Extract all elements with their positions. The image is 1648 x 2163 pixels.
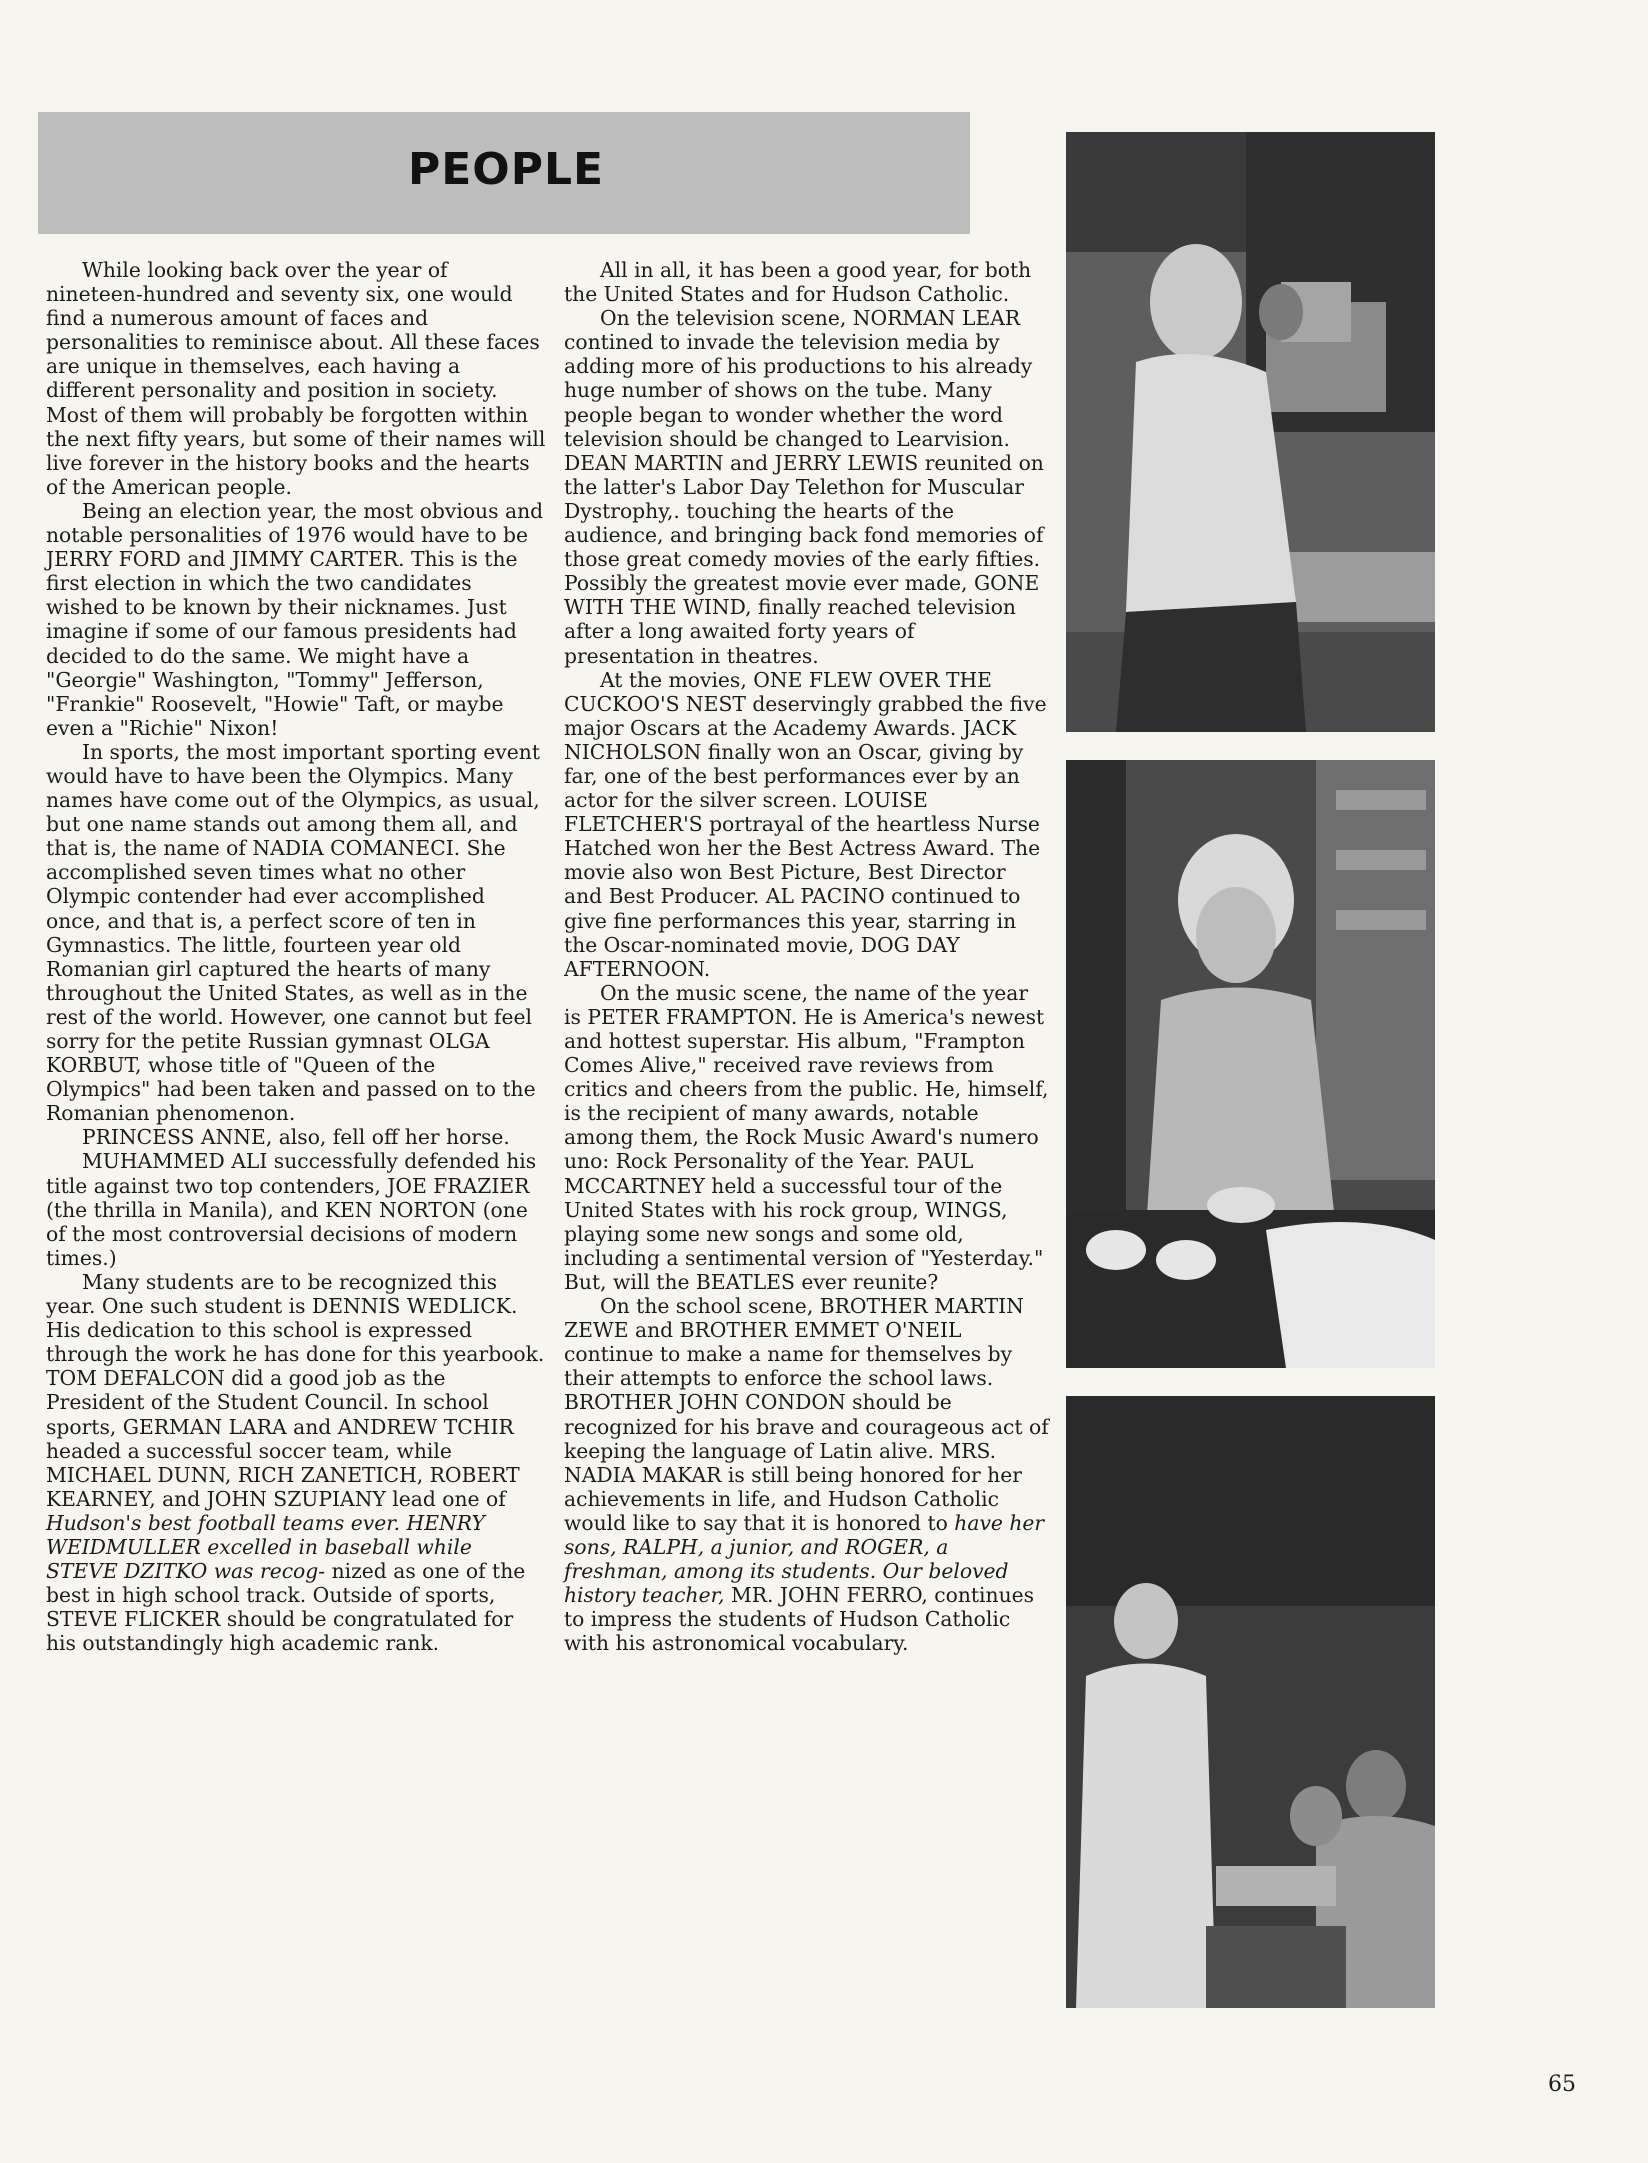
paragraph-school xyxy=(564,1294,1049,1655)
photo-cafeteria-worker xyxy=(1066,760,1435,1368)
paragraph-muhammed-ali: MUHAMMED ALI successfully defended his title against two top contenders, JOE FRAZIER (the thrilla in Manila), and KEN NORTON (one of the most controversial decisions of modern times.) xyxy=(46,1149,537,1270)
paragraph-princess-anne: PRINCESS ANNE, also, fell off her horse. xyxy=(82,1125,510,1150)
students-text: Many students are to be recognized this year. One such student is DENNIS WEDLICK. His dedication to this school is expressed through the work he has done for this yearbook. TOM DEFALCON did a good job as the President of the Student Council. In school sports, GERMAN LARA and ANDREW TCHIR headed a successful soccer team, while MICHAEL DUNN, RICH ZANETICH, ROBERT KEARNEY, and JOHN SZUPIANY lead one of xyxy=(46,1269,545,1511)
school-italic-text: have her sons, RALPH, a junior, and ROGER, a freshman, among its students. Our beloved history teacher, xyxy=(564,1510,1045,1608)
paragraph-movies: At the movies, ONE FLEW OVER THE CUCKOO'S NEST deservingly grabbed the five major Oscars at the Academy Awards. JACK NICHOLSON finally won an Oscar, giving by far, one of the best performances ever by an actor for the silver screen. LOUISE FLETCHER'S portrayal of the heartless Nurse Hatched won her the Best Actress Award. The movie also won Best Picture, Best Director and Best Producer. AL PACINO continued to give fine performances this year, starring in the Oscar-nominated movie, DOG DAY AFTERNOON. xyxy=(564,667,1047,981)
photo-students-classroom xyxy=(1066,1396,1435,2008)
article-column-right xyxy=(564,258,1049,1655)
paragraph-election: Being an election year, the most obvious and notable personalities of 1976 would have to be JERRY FORD and JIMMY CARTER. This is the first election in which the two candidates wished to be known by their nicknames. Just imagine if some of our famous presidents had decided to do the same. We might have a "Georgie" Washington, "Tommy" Jefferson, "Frankie" Roosevelt, "Howie" Taft, or maybe even a "Richie" Nixon! xyxy=(46,498,544,740)
students-end-text: nized as one of the best in high school track. Outside of sports, STEVE FLICKER should be congratulated for his outstandingly high academic rank. xyxy=(46,1559,526,1656)
page-number: 65 xyxy=(1548,2072,1576,2097)
paragraph-olympics: In sports, the most important sporting event would have to have been the Olympics. Many names have come out of the Olympics, as usual, but one name stands out among them all, and that is, the name of NADIA COMANECI. She accomplished seven times what no other Olympic contender had ever accomplished once, and that is, a perfect score of ten in Gymnastics. The little, fourteen year old Romanian girl captured the hearts of many throughout the United States, as well as in the rest of the world. However, one cannot but feel sorry for the petite Russian gymnast OLGA KORBUT, whose title of "Queen of the Olympics" had been taken and passed on to the Romanian phenomenon. xyxy=(46,739,540,1126)
school-text: On the school scene, BROTHER MARTIN ZEWE and BROTHER EMMET O'NEIL continue to make a name for themselves by their attempts to enforce the school laws. BROTHER JOHN CONDON should be recognized for his brave and courageous act of keeping the language of Latin alive. MRS. NADIA MAKAR is still being honored for her achievements in life, and Hudson Catholic would like to say that it is honored to xyxy=(564,1294,1049,1535)
paragraph-intro: While looking back over the year of nineteen-hundred and seventy six, one would find a numerous amount of faces and personalities to reminisce about. All these faces are unique in themselves, each having a different personality and position in society. Most of them will probably be forgotten within the next fifty years, but some of their names will live forever in the history books and the hearts of the American people. xyxy=(46,258,546,499)
section-header-banner xyxy=(38,112,970,234)
page-title: PEOPLE xyxy=(408,144,605,195)
article-column-left xyxy=(46,258,546,1655)
paragraph-summary: All in all, it has been a good year, for both the United States and for Hudson Catholic. xyxy=(564,258,1032,307)
paragraph-students xyxy=(46,1270,546,1656)
photo-teacher-at-desk xyxy=(1066,132,1435,732)
paragraph-music: On the music scene, the name of the year is PETER FRAMPTON. He is America's newest and hottest superstar. His album, "Frampton Comes Alive," received rave reviews from critics and cheers from the public. He, himself, is the recipient of many awards, notable among them, the Rock Music Award's numero uno: Rock Personality of the Year. PAUL MCCARTNEY held a successful tour of the United States with his rock group, WINGS, playing some new songs and some old, including a sentimental version of "Yesterday." But, will the BEATLES ever reunite? xyxy=(564,980,1049,1294)
school-end-text: MR. JOHN FERRO, continues to impress the students of Hudson Catholic with his astronomical vocabulary. xyxy=(564,1583,1035,1656)
paragraph-television: On the television scene, NORMAN LEAR contined to invade the television media by adding more of his productions to his already huge number of shows on the tube. Many people began to wonder whether the word television should be changed to Learvision. DEAN MARTIN and JERRY LEWIS reunited on the latter's Labor Day Telethon for Muscular Dystrophy,. touching the hearts of the audience, and bringing back fond memories of those great comedy movies of the early fifties. Possibly the greatest movie ever made, GONE WITH THE WIND, finally reached television after a long awaited forty years of presentation in theatres. xyxy=(564,306,1044,668)
students-italic-text: Hudson's best football teams ever. HENRY WEIDMULLER excelled in baseball while STEVE DZITKO was recog- xyxy=(46,1510,485,1584)
